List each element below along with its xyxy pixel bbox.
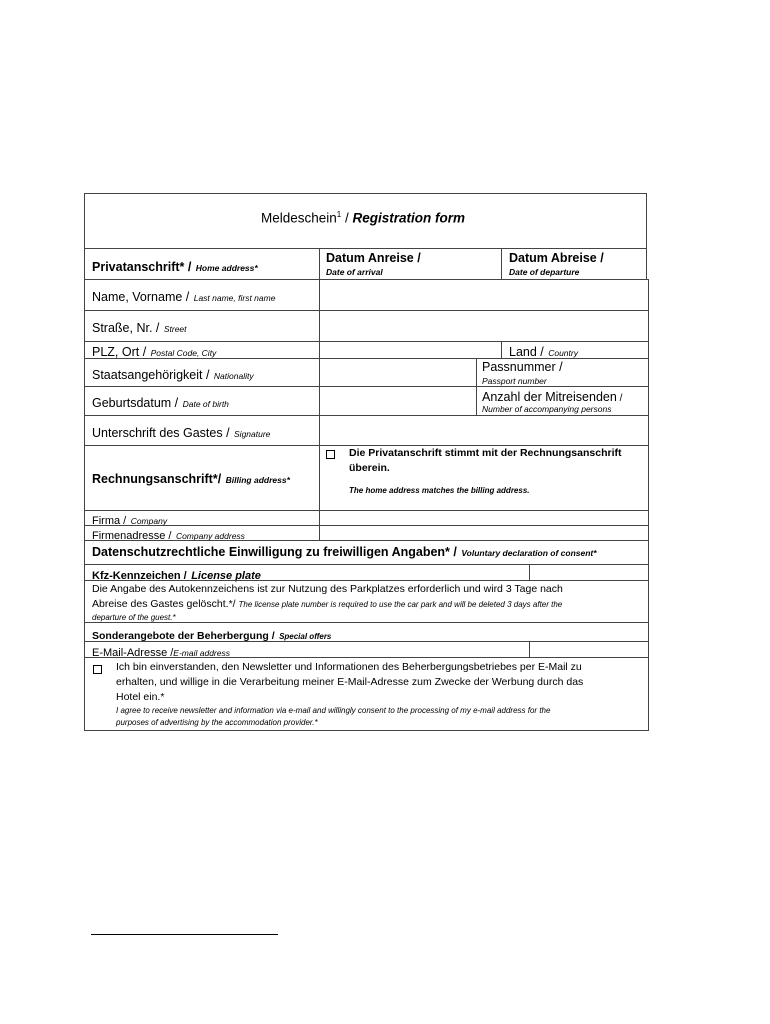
nationality-field[interactable] xyxy=(319,358,477,387)
postal-label-cell xyxy=(84,341,320,359)
home-address-cell xyxy=(84,248,320,280)
arrival-date-label: Datum Anreise / xyxy=(326,251,421,265)
departure-date-field[interactable] xyxy=(501,248,647,280)
consent-header-cell xyxy=(84,540,649,565)
birthdate-label-cell xyxy=(84,386,320,416)
billing-label-cell xyxy=(84,445,320,511)
departure-date-label: Datum Abreise / xyxy=(509,251,604,265)
footnote-marker: 1 xyxy=(336,210,342,219)
passport-field[interactable] xyxy=(476,358,649,387)
name-field[interactable] xyxy=(319,279,649,311)
country-label: Land / Country xyxy=(509,345,578,359)
nationality-label-cell xyxy=(84,358,320,387)
footnote-separator xyxy=(91,934,278,935)
companions-field[interactable] xyxy=(476,386,649,416)
license-plate-label-cell xyxy=(84,564,530,581)
billing-match-cell xyxy=(319,445,649,511)
postal-label: PLZ, Ort / Postal Code, City xyxy=(92,345,217,359)
email-label: E-Mail-Adresse /E-mail address xyxy=(92,647,230,659)
form-title-separator: / xyxy=(341,210,353,226)
passport-label-en: Passport number xyxy=(482,376,547,386)
companions-label-en: Number of accompanying persons xyxy=(482,404,612,414)
billing-match-label-en: The home address matches the billing address. xyxy=(349,486,530,495)
birthdate-label: Geburtsdatum / Date of birth xyxy=(92,396,229,410)
signature-field[interactable] xyxy=(319,415,649,446)
form-title-en: Registration form xyxy=(352,210,466,226)
newsletter-consent-text: Ich bin einverstanden, den Newsletter und Informationen des Beherbergungsbetriebes per E-Mail zu erhalten, und willige in die Verarbeitung meiner E-Mail-Adresse zum Zwecke der Werbung durch das Hotel ein.* I agree to receive newsletter and information via e-mail and willingly consent to the processing of my e-mail address for the purposes of advertising by the accommodation provider.* xyxy=(116,661,584,727)
arrival-date-label-en: Date of arrival xyxy=(326,267,383,277)
billing-match-label-line1: Die Privatanschrift stimmt mit der Rechnungsanschrift xyxy=(349,447,622,459)
email-field[interactable] xyxy=(529,641,649,658)
form-title xyxy=(261,210,465,226)
postal-field[interactable] xyxy=(319,341,502,359)
nationality-label: Staatsangehörigkeit / Nationality xyxy=(92,368,254,382)
company-field[interactable] xyxy=(319,510,649,526)
email-label-cell xyxy=(84,641,530,658)
street-label-cell xyxy=(84,310,320,342)
billing-label: Rechnungsanschrift*/ Billing address* xyxy=(92,472,290,486)
newsletter-consent-checkbox[interactable] xyxy=(93,665,102,674)
consent-header: Datenschutzrechtliche Einwilligung zu freiwilligen Angaben* / Voluntary declaration of consent* xyxy=(92,545,597,559)
newsletter-consent-cell xyxy=(84,657,649,731)
billing-match-checkbox[interactable] xyxy=(326,450,335,459)
billing-match-label-line2: überein. xyxy=(349,462,390,474)
title-cell xyxy=(84,193,647,249)
street-label: Straße, Nr. / Street xyxy=(92,321,187,335)
license-plate-field[interactable] xyxy=(529,564,649,581)
offers-header: Sonderangebote der Beherbergung / Special offers xyxy=(92,630,332,642)
birthdate-field[interactable] xyxy=(319,386,477,416)
signature-label-cell xyxy=(84,415,320,446)
company-label-cell xyxy=(84,510,320,526)
company-label: Firma / Company xyxy=(92,515,168,527)
license-text: Die Angabe des Autokennzeichens ist zur Nutzung des Parkplatzes erforderlich und wird 3 Tage nach Abreise des Gastes gelöscht.*/ The license plate number is required to use the car park and will be deleted 3 days after the departure of the guest.* xyxy=(92,583,563,622)
license-plate-label: Kfz-Kennzeichen / License plate xyxy=(92,570,261,582)
departure-date-label-en: Date of departure xyxy=(509,267,580,277)
street-field[interactable] xyxy=(319,310,649,342)
passport-label: Passnummer / xyxy=(482,360,563,374)
name-label: Name, Vorname / Last name, first name xyxy=(92,290,276,304)
offers-header-cell xyxy=(84,622,649,642)
name-label-cell xyxy=(84,279,320,311)
company-address-field[interactable] xyxy=(319,525,649,541)
arrival-date-field[interactable] xyxy=(319,248,502,280)
form-title-de: Meldeschein xyxy=(261,210,337,226)
company-address-label-cell xyxy=(84,525,320,541)
companions-label: Anzahl der Mitreisenden / xyxy=(482,390,623,404)
company-address-label: Firmenadresse / Company address xyxy=(92,530,245,542)
signature-label: Unterschrift des Gastes / Signature xyxy=(92,426,271,440)
home-address-label: Privatanschrift* / Home address* xyxy=(92,260,258,274)
country-field[interactable] xyxy=(501,341,649,359)
license-text-cell xyxy=(84,580,649,623)
